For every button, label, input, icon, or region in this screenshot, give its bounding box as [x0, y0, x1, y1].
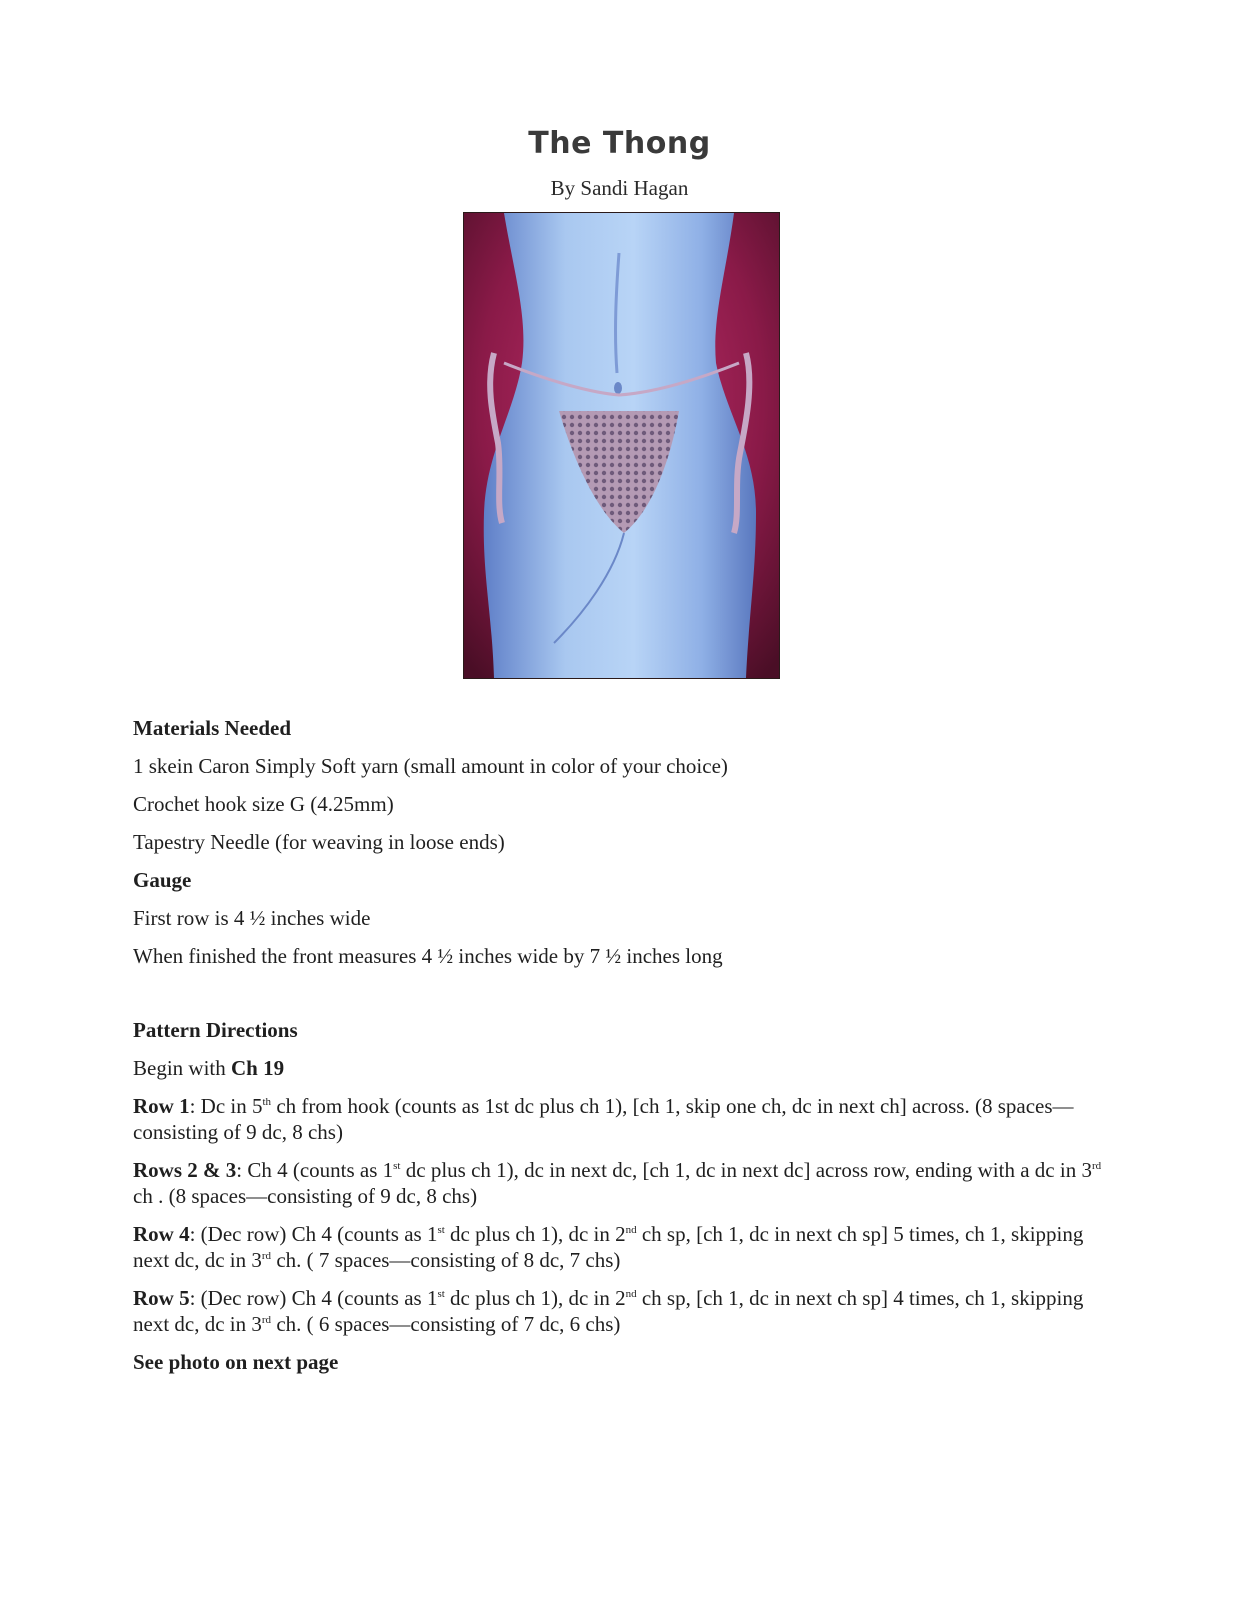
pattern-heading: Pattern Directions: [133, 1018, 298, 1042]
materials-heading: Materials Needed: [133, 716, 292, 740]
page-title: The Thong: [528, 126, 711, 161]
product-photo: [463, 212, 780, 679]
pattern-body: [133, 715, 1103, 1375]
row-4-instruction: Row 4: (Dec row) Ch 4 (counts as 1st dc plus ch 1), dc in 2nd ch sp, [ch 1, dc in next ch sp] 5 times, ch 1, skipping next dc, dc in 3rd ch. ( 7 spaces—consisting of 8 dc, 7 chs): [133, 1222, 1084, 1272]
materials-item: Crochet hook size G (4.25mm): [133, 792, 394, 816]
see-photo-note: See photo on next page: [133, 1350, 339, 1374]
gauge-item: When finished the front measures 4 ½ inches wide by 7 ½ inches long: [133, 944, 723, 968]
row-1-instruction: Row 1: Dc in 5th ch from hook (counts as 1st dc plus ch 1), [ch 1, skip one ch, dc in next ch] across. (8 spaces—consisting of 9 dc, 8 chs): [133, 1094, 1074, 1144]
row-5-instruction: Row 5: (Dec row) Ch 4 (counts as 1st dc plus ch 1), dc in 2nd ch sp, [ch 1, dc in next ch sp] 4 times, ch 1, skipping next dc, dc in 3rd ch. ( 6 spaces—consisting of 7 dc, 6 chs): [133, 1286, 1084, 1336]
gauge-item: First row is 4 ½ inches wide: [133, 906, 371, 930]
materials-item: 1 skein Caron Simply Soft yarn (small amount in color of your choice): [133, 754, 728, 778]
author-byline: By Sandi Hagan: [550, 176, 689, 200]
rows-2-3-instruction: Rows 2 & 3: Ch 4 (counts as 1st dc plus ch 1), dc in next dc, [ch 1, dc in next dc] across row, ending with a dc in 3rd ch . (8 spaces—consisting of 9 dc, 8 chs): [133, 1158, 1102, 1208]
gauge-heading: Gauge: [133, 868, 192, 892]
begin-instruction: Begin with Ch 19: [133, 1056, 285, 1080]
materials-item: Tapestry Needle (for weaving in loose ends): [133, 830, 505, 854]
